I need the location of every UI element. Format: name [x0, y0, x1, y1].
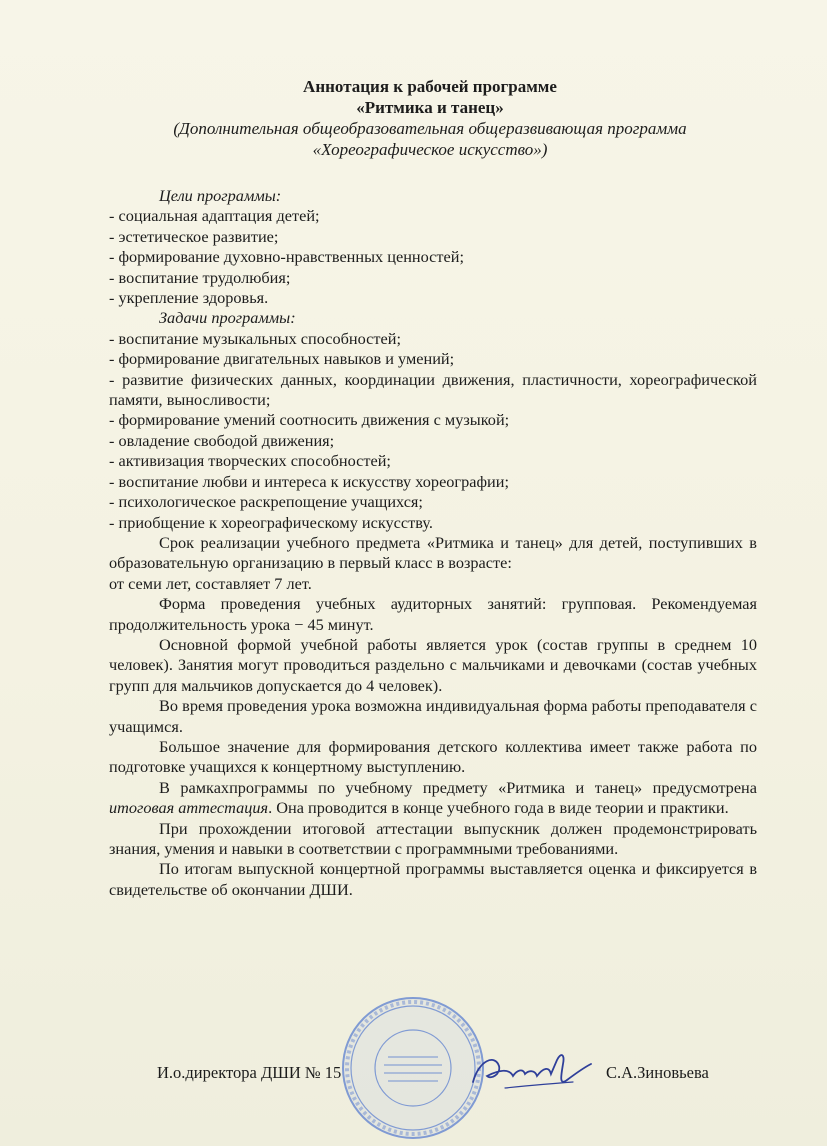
task-item: - активизация творческих способностей;	[109, 451, 391, 471]
task-item: - формирование двигательных навыков и умений;	[109, 349, 455, 369]
task-item: - формирование умений соотносить движения с музыкой;	[109, 410, 510, 430]
document-header	[100, 76, 760, 160]
collective-paragraph: Большое значение для формирования детского коллектива имеет также работа по подготовке учащихся к концертному выступлению.	[109, 736, 757, 777]
individual-paragraph: Во время проведения урока возможна индивидуальная форма работы преподавателя с учащимся.	[109, 696, 757, 736]
goal-item: - эстетическое развитие;	[109, 226, 279, 246]
main-form-paragraph: Основной формой учебной работы является урок (состав группы в среднем 10 человек). Занятия могут проводиться раздельно с мальчиками и девочками (состав учебных групп для мальчиков допускается до 4 человек).	[109, 634, 757, 695]
subject-title: «Ритмика и танец»	[356, 98, 504, 117]
program-note-line2: «Хореографическое искусство»)	[312, 140, 548, 159]
director-signature	[465, 1040, 595, 1100]
task-item: - приобщение к хореографическому искусству.	[109, 512, 433, 532]
task-item: - овладение свободой движения;	[109, 430, 335, 450]
document-body	[109, 186, 757, 900]
goal-item: - воспитание трудолюбия;	[109, 267, 291, 287]
result-paragraph: По итогам выпускной концертной программы выставляется оценка и фиксируется в свидетельстве об окончании ДШИ.	[109, 859, 757, 899]
task-item: - развитие физических данных, координации движения, пластичности, хореографической памяти, выносливости;	[109, 369, 757, 410]
task-item: - воспитание любви и интереса к искусству хореографии;	[109, 471, 509, 491]
program-note-line1: (Дополнительная общеобразовательная общеразвивающая программа	[173, 119, 687, 138]
goals-heading: Цели программы:	[159, 186, 282, 205]
tasks-heading: Задачи программы:	[159, 308, 296, 328]
attestation-emphasis: итоговая аттестация	[109, 798, 269, 818]
task-item: - воспитание музыкальных способностей;	[109, 328, 401, 348]
attestation-paragraph	[109, 778, 757, 819]
form-paragraph: Форма проведения учебных аудиторных занятий: групповая. Рекомендуемая продолжительность урока − 45 минут.	[109, 594, 757, 634]
attestation-text-after: . Она проводится в конце учебного года в виде теории и практики.	[268, 798, 729, 818]
document-title: Аннотация к рабочей программе	[303, 77, 557, 96]
goal-item: - формирование духовно-нравственных ценностей;	[109, 247, 464, 267]
goal-item: - укрепление здоровья.	[109, 288, 269, 308]
term-paragraph-tail: от семи лет, составляет 7 лет.	[109, 573, 312, 593]
term-paragraph: Срок реализации учебного предмета «Ритмика и танец» для детей, поступивших в образовательную организацию в первый класс в возрасте:	[109, 532, 757, 573]
signatory-name: С.А.Зиновьева	[606, 1063, 709, 1082]
task-item: - психологическое раскрепощение учащихся;	[109, 492, 423, 512]
attestation-text-before: В рамкахпрограммы по учебному предмету «Ритмика и танец» предусмотрена	[159, 777, 757, 797]
graduate-paragraph: При прохождении итоговой аттестации выпускник должен продемонстрировать знания, умения и навыки в соответствии с программными требованиями.	[109, 818, 757, 858]
signature-position: И.о.директора ДШИ № 15	[157, 1063, 342, 1082]
goal-item: - социальная адаптация детей;	[109, 206, 320, 226]
